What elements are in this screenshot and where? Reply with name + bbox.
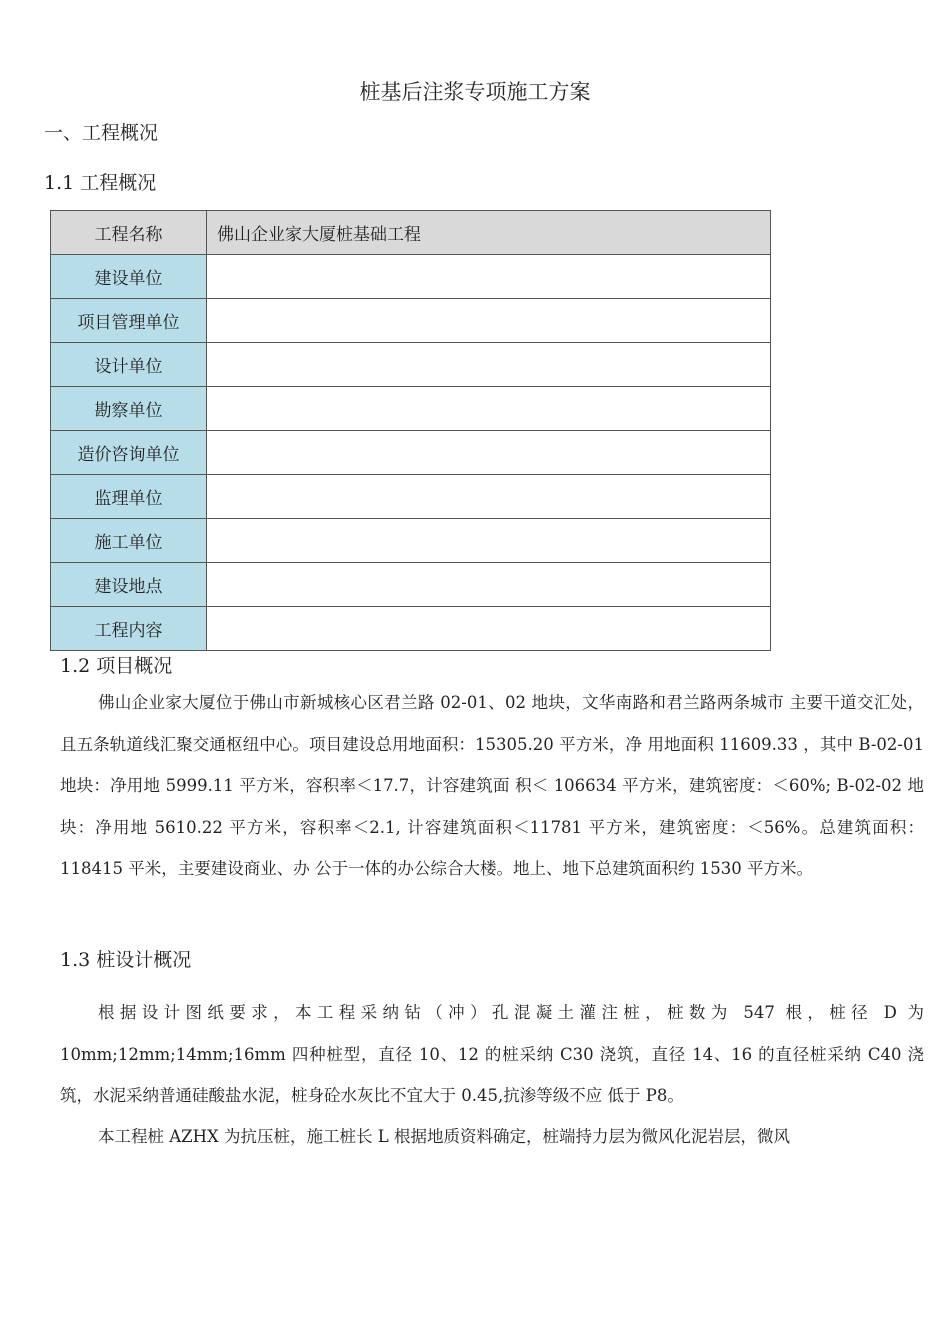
table-row (51, 563, 771, 607)
project-info-table (50, 210, 771, 651)
table-row (51, 431, 771, 475)
table-row (51, 519, 771, 563)
row-value (207, 299, 771, 343)
section-heading-1-1: 1.1 工程概况 (44, 172, 157, 194)
row-label: 项目管理单位 (51, 299, 207, 343)
table-row (51, 475, 771, 519)
project-overview-paragraph: 佛山企业家大厦位于佛山市新城核心区君兰路 02-01、02 地块，文华南路和君兰路两条城市 主要干道交汇处，且五条轨道线汇聚交通枢纽中心。项目建设总用地面积：15305.20 平方米，净 用地面积 11609.33 ，其中 B-02-01 地块：净用地 5999.11 平方米，容积率＜17.7，计容建筑面 积＜ 106634 平方米，建筑密度：＜60%; B-02-02 地块：净用地 5610.22 平方米，容积率＜2.1, 计容建筑面积＜11781 平方米，建筑密度：＜56%。总建筑面积：118415 平米，主要建设商业、办 公于一体的办公综合大楼。地上、地下总建筑面积约 1530 平方米。 (60, 693, 924, 878)
row-value (207, 387, 771, 431)
row-label: 工程内容 (51, 607, 207, 651)
section-heading-1-2: 1.2 项目概况 (60, 655, 173, 677)
section-heading-1: 一、工程概况 (44, 122, 159, 144)
table-header-label: 工程名称 (51, 211, 207, 255)
table-row (51, 299, 771, 343)
pile-type-paragraph: 本工程桩 AZHX 为抗压桩，施工桩长 L 根据地质资料确定，桩端持力层为微风化泥岩层，微风 (98, 1127, 790, 1146)
section-heading-1-3: 1.3 桩设计概况 (60, 949, 192, 971)
row-value (207, 343, 771, 387)
row-label: 设计单位 (51, 343, 207, 387)
row-label: 施工单位 (51, 519, 207, 563)
table-row (51, 387, 771, 431)
row-value (207, 607, 771, 651)
row-label: 勘察单位 (51, 387, 207, 431)
row-label: 建设单位 (51, 255, 207, 299)
table-header-row (51, 211, 771, 255)
table-header-value: 佛山企业家大厦桩基础工程 (207, 211, 771, 255)
row-value (207, 255, 771, 299)
row-value (207, 519, 771, 563)
document-title: 桩基后注浆专项施工方案 (359, 80, 591, 104)
row-value (207, 475, 771, 519)
table-row (51, 255, 771, 299)
row-label: 造价咨询单位 (51, 431, 207, 475)
row-value (207, 431, 771, 475)
row-value (207, 563, 771, 607)
table-row (51, 343, 771, 387)
table-row (51, 607, 771, 651)
pile-design-paragraph: 根据设计图纸要求，本工程采纳钻（冲）孔混凝土灌注桩，桩数为 547 根，桩径 D 为 10mm;12mm;14mm;16mm 四种桩型，直径 10、12 的桩采纳 C30 浇筑，直径 14、16 的直径桩采纳 C40 浇筑，水泥采纳普通硅酸盐水泥，桩身砼水灰比不宜大于 0.45,抗渗等级不应 低于 P8。 (60, 1003, 924, 1105)
row-label: 监理单位 (51, 475, 207, 519)
row-label: 建设地点 (51, 563, 207, 607)
